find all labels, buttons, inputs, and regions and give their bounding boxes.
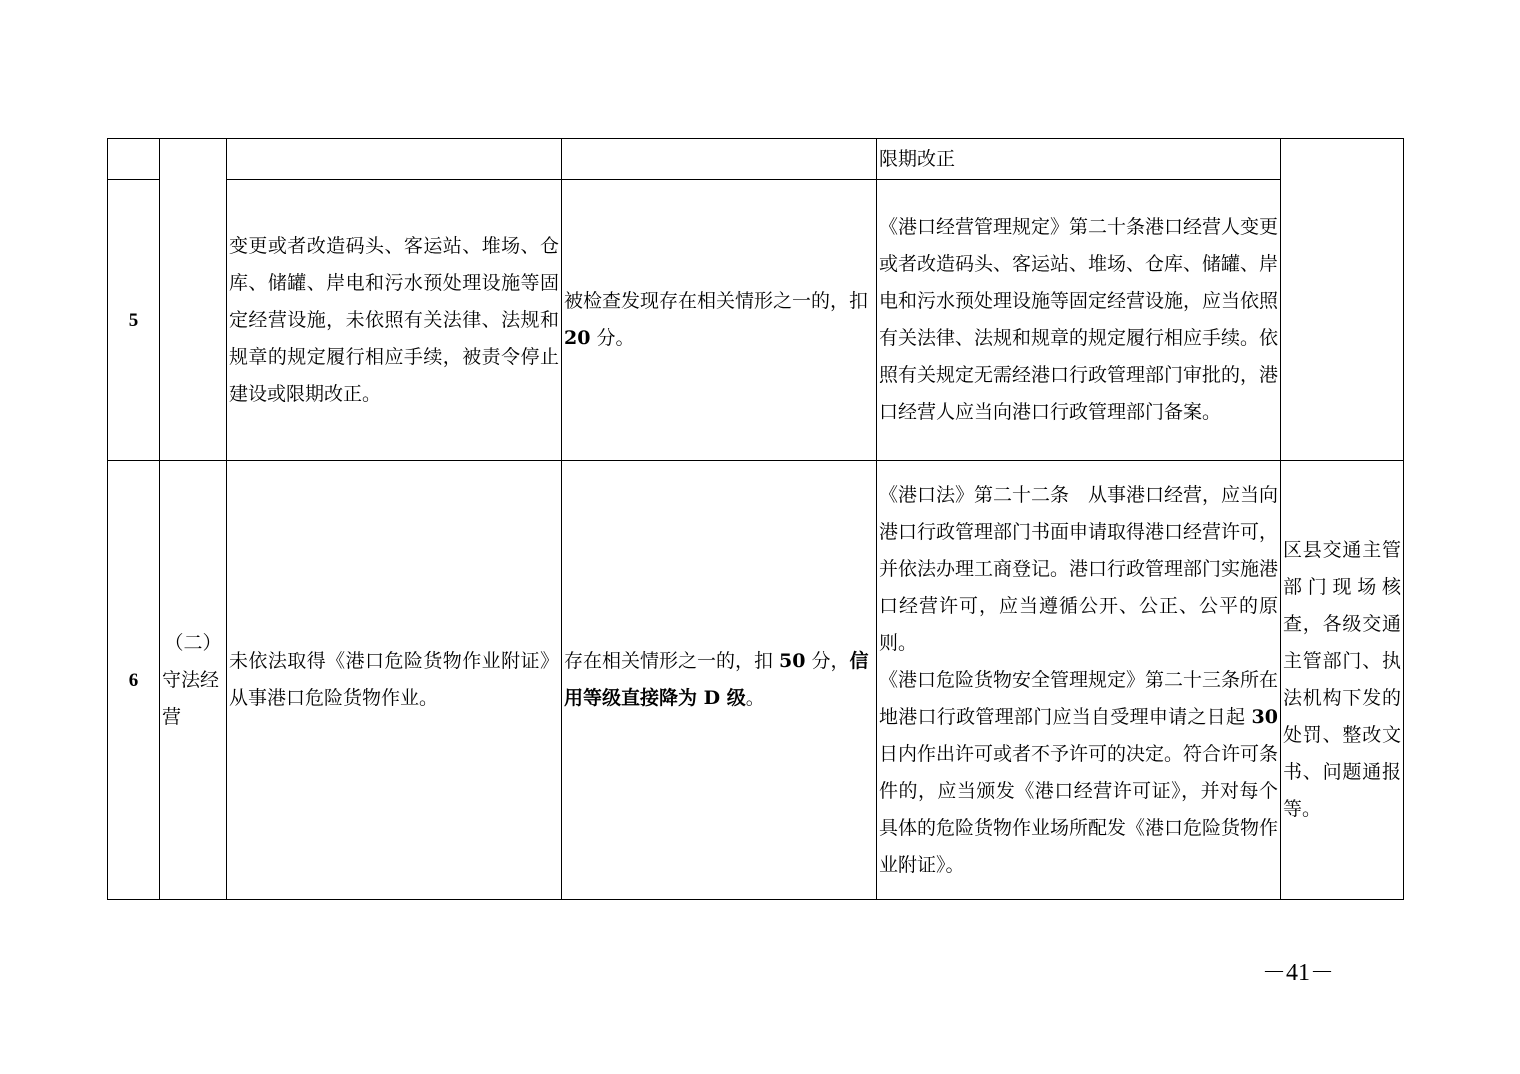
requirement-cell bbox=[227, 139, 562, 180]
basis-days: 30 bbox=[1251, 705, 1278, 728]
standard-text: 被检查发现存在相关情形之一的，扣 bbox=[564, 290, 869, 312]
credit-downgrade-text: 信用等级直接降为 D 级 bbox=[564, 650, 869, 709]
table-row bbox=[108, 180, 1404, 461]
category-label: 守法经营 bbox=[162, 668, 220, 728]
evaluation-table bbox=[107, 138, 1404, 900]
standard-cell bbox=[562, 180, 877, 461]
deduction-points: 20 bbox=[564, 327, 591, 349]
standard-cell bbox=[562, 461, 877, 900]
table-row bbox=[108, 139, 1404, 180]
source-cell bbox=[1281, 139, 1404, 461]
category-cell bbox=[160, 461, 227, 900]
basis-dangerous-goods-rule-end: 日内作出许可或者不予许可的决定。符合许可条件的，应当颁发《港口经营许可证》，并对每个具体的危险货物作业场所配发《港口危险货物作业附证》。 bbox=[879, 742, 1279, 876]
source-cell: 区县交通主管部门现场核查，各级交通主管部门、执法机构下发的处罚、整改文书、问题通报等。 bbox=[1281, 461, 1404, 900]
standard-text-end: 分。 bbox=[590, 327, 635, 349]
basis-port-law: 《港口法》第二十二条 从事港口经营，应当向港口行政管理部门书面申请取得港口经营许可，并依法办理工商登记。港口行政管理部门实施港口经营许可，应当遵循公开、公正、公平的原则。 bbox=[879, 483, 1279, 654]
standard-text-mid: 分， bbox=[805, 650, 850, 672]
category-number: （二） bbox=[164, 631, 222, 654]
basis-cell: 《港口经营管理规定》第二十条港口经营人变更或者改造码头、客运站、堆场、仓库、储罐、岸电和污水预处理设施等固定经营设施，应当依照有关法律、法规和规章的规定履行相应手续。依照有关规定无需经港口行政管理部门审批的，港口经营人应当向港口行政管理部门备案。 bbox=[877, 180, 1281, 461]
standard-cell bbox=[562, 139, 877, 180]
basis-cell: 限期改正 bbox=[877, 139, 1281, 180]
requirement-cell: 未依法取得《港口危险货物作业附证》从事港口危险货物作业。 bbox=[227, 461, 562, 900]
basis-cell bbox=[877, 461, 1281, 900]
table-row bbox=[108, 461, 1404, 900]
deduction-points: 50 bbox=[779, 650, 806, 672]
standard-text: 存在相关情形之一的，扣 bbox=[564, 650, 780, 672]
row-number-cell: 5 bbox=[108, 180, 160, 461]
requirement-cell: 变更或者改造码头、客运站、堆场、仓库、储罐、岸电和污水预处理设施等固定经营设施，未依照有关法律、法规和规章的规定履行相应手续，被责令停止建设或限期改正。 bbox=[227, 180, 562, 461]
standard-text-end: 。 bbox=[745, 687, 765, 709]
category-cell bbox=[160, 139, 227, 461]
row-number-cell: 6 bbox=[108, 461, 160, 900]
page-number: －41－ bbox=[1262, 960, 1334, 986]
row-number-cell bbox=[108, 139, 160, 180]
basis-dangerous-goods-rule: 《港口危险货物安全管理规定》第二十三条所在地港口行政管理部门应当自受理申请之日起 bbox=[879, 668, 1279, 728]
